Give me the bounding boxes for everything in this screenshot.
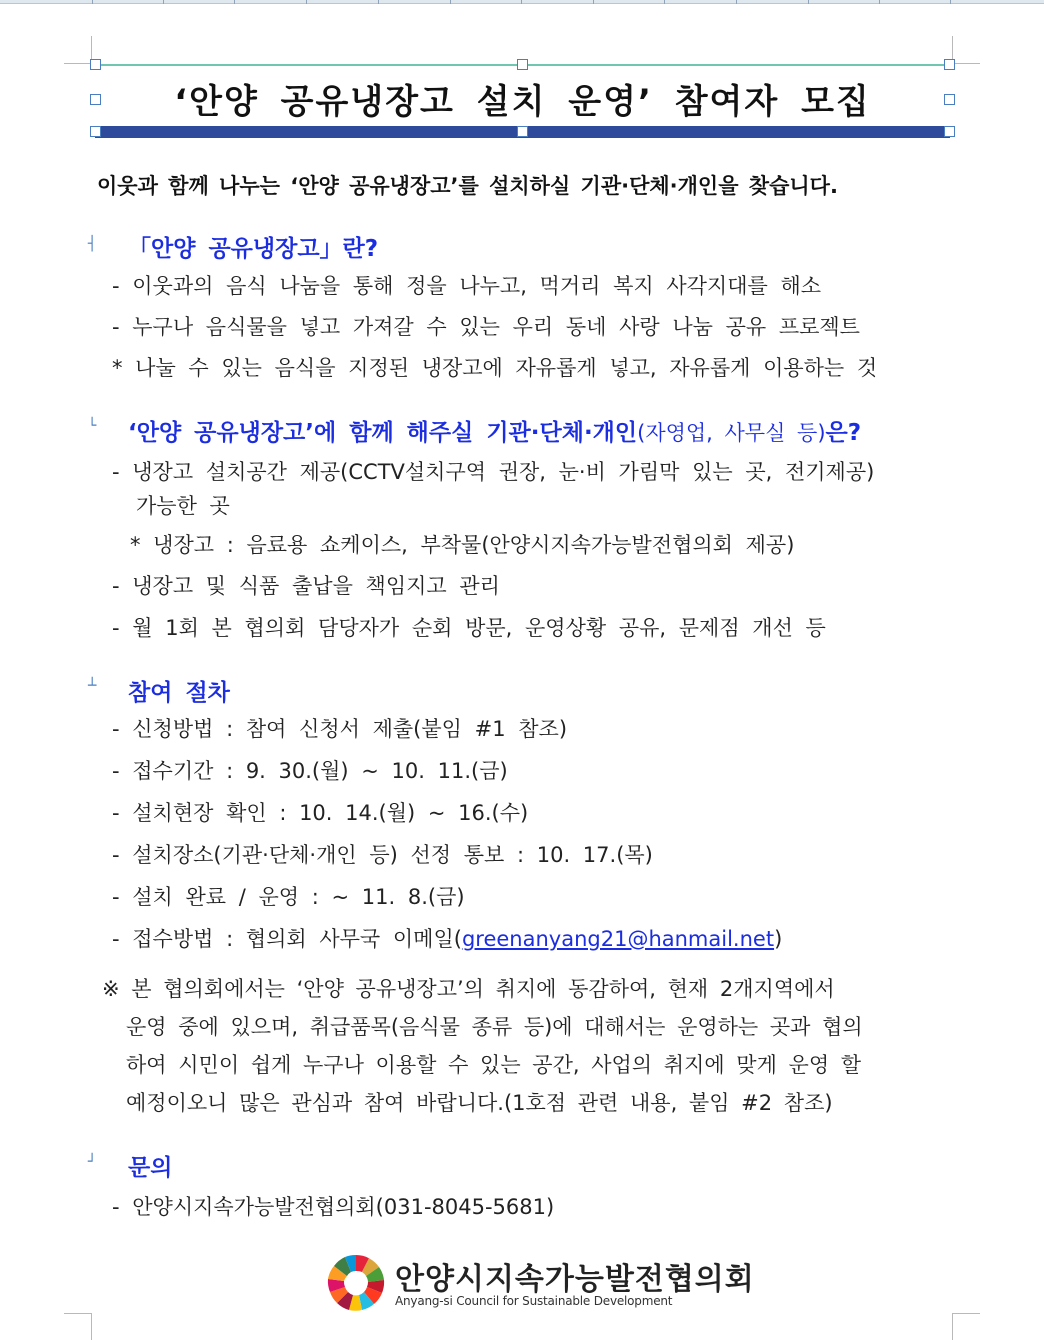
list-item: * 나눌 수 있는 음식을 지정된 냉장고에 자유롭게 넣고, 자유롭게 이용하는 것 — [112, 356, 878, 380]
resize-handle-bottom-left[interactable] — [90, 126, 101, 137]
email-suffix: ) — [774, 927, 783, 951]
list-item: - 신청방법 : 참여 신청서 제출(붙임 #1 참조) — [112, 717, 568, 741]
list-item: - 설치장소(기관·단체·개인 등) 선정 통보 : 10. 17.(목) — [112, 843, 653, 867]
heading-end-part: 은? — [825, 420, 862, 446]
resize-handle-top-center[interactable] — [517, 59, 528, 70]
ruler-tick — [664, 0, 665, 4]
sdg-wheel-icon — [325, 1252, 387, 1314]
margin-corner-top-left — [64, 36, 92, 64]
ruler-tick — [736, 0, 737, 4]
margin-corner-bottom-left — [64, 1313, 92, 1340]
email-link[interactable]: greenanyang21@hanmail.net — [461, 927, 775, 951]
section-heading-procedure: 참여 절차 — [128, 680, 230, 706]
ruler-tick — [808, 0, 809, 4]
ruler-tick — [234, 0, 235, 4]
heading-bold-part: ‘안양 공유냉장고’에 함께 해주실 기관·단체·개인 — [128, 420, 638, 446]
resize-handle-bottom-center[interactable] — [517, 126, 528, 137]
section-heading-about: 「안양 공유냉장고」란? — [128, 236, 379, 262]
remark-line: 예정이오니 많은 관심과 참여 바랍니다.(1호점 관련 내용, 붙임 #2 참조) — [126, 1091, 833, 1115]
list-item: - 냉장고 및 식품 출납을 책임지고 관리 — [112, 574, 500, 598]
ruler — [0, 0, 1044, 4]
section-heading-contact: 문의 — [128, 1155, 173, 1181]
document-title[interactable]: ‘안양 공유냉장고 설치 운영’ 참여자 모집 — [174, 82, 871, 122]
ruler-tick — [378, 0, 379, 4]
email-prefix: - 접수방법 : 협의회 사무국 이메일( — [112, 927, 462, 951]
ruler-tick — [593, 0, 594, 4]
ruler-tick — [521, 0, 522, 4]
resize-handle-top-right[interactable] — [944, 59, 955, 70]
list-item: - 누구나 음식물을 넣고 가져갈 수 있는 우리 동네 사랑 나눔 공유 프로젝트 — [112, 315, 860, 339]
ruler-tick — [450, 0, 451, 4]
margin-corner-top-right — [952, 36, 980, 64]
remark-line: ※ 본 협의회에서는 ‘안양 공유냉장고’의 취지에 동감하여, 현재 2개지역에서 — [102, 977, 835, 1001]
resize-handle-middle-left[interactable] — [90, 94, 101, 105]
intro-text: 이웃과 함께 나누는 ‘안양 공유냉장고’를 설치하실 기관·단체·개인을 찾습니다. — [97, 174, 838, 198]
list-item-continuation: 가능한 곳 — [136, 494, 230, 518]
list-item: - 접수기간 : 9. 30.(월) ~ 10. 11.(금) — [112, 759, 508, 783]
paragraph-mark-icon: ┘ — [88, 1154, 97, 1170]
list-item: - 설치현장 확인 : 10. 14.(월) ~ 16.(수) — [112, 801, 529, 825]
list-note: * 냉장고 : 음료용 쇼케이스, 부착물(안양시지속가능발전협의회 제공) — [130, 533, 795, 557]
resize-handle-bottom-right[interactable] — [944, 126, 955, 137]
list-item: - 설치 완료 / 운영 : ~ 11. 8.(금) — [112, 885, 465, 909]
ruler-tick — [92, 0, 93, 4]
ruler-tick — [306, 0, 307, 4]
margin-corner-bottom-right — [952, 1313, 980, 1340]
paragraph-mark-icon: ┴ — [88, 678, 97, 694]
ruler-tick — [163, 0, 164, 4]
organization-logo — [325, 1252, 755, 1314]
logo-name: 안양시지속가능발전협의회 — [395, 1262, 755, 1297]
contact-line: - 안양시지속가능발전협의회(031-8045-5681) — [112, 1195, 555, 1219]
section-heading-participants — [128, 414, 861, 447]
remark-line: 하여 시민이 쉽게 누구나 이용할 수 있는 공간, 사업의 취지에 맞게 운영 할 — [126, 1053, 862, 1077]
ruler-tick — [950, 0, 951, 4]
remark-paragraph — [102, 970, 962, 1122]
heading-normal-part: (자영업, 사무실 등) — [637, 421, 826, 445]
list-item: - 이웃과의 음식 나눔을 통해 정을 나누고, 먹거리 복지 사각지대를 해소 — [112, 274, 822, 298]
resize-handle-top-left[interactable] — [90, 59, 101, 70]
remark-line: 운영 중에 있으며, 취급품목(음식물 종류 등)에 대해서는 운영하는 곳과 협의 — [126, 1015, 863, 1039]
logo-subtitle: Anyang-si Council for Sustainable Development — [395, 1294, 673, 1308]
ruler-tick — [879, 0, 880, 4]
resize-handle-middle-right[interactable] — [944, 94, 955, 105]
list-item-email — [112, 923, 782, 953]
paragraph-mark-icon: ┤ — [88, 236, 97, 252]
paragraph-mark-icon: └ — [88, 418, 97, 434]
list-item: - 냉장고 설치공간 제공(CCTV설치구역 권장, 눈·비 가림막 있는 곳, 전기제공) — [112, 460, 875, 484]
list-item: - 월 1회 본 협의회 담당자가 순회 방문, 운영상황 공유, 문제점 개선 등 — [112, 616, 826, 640]
